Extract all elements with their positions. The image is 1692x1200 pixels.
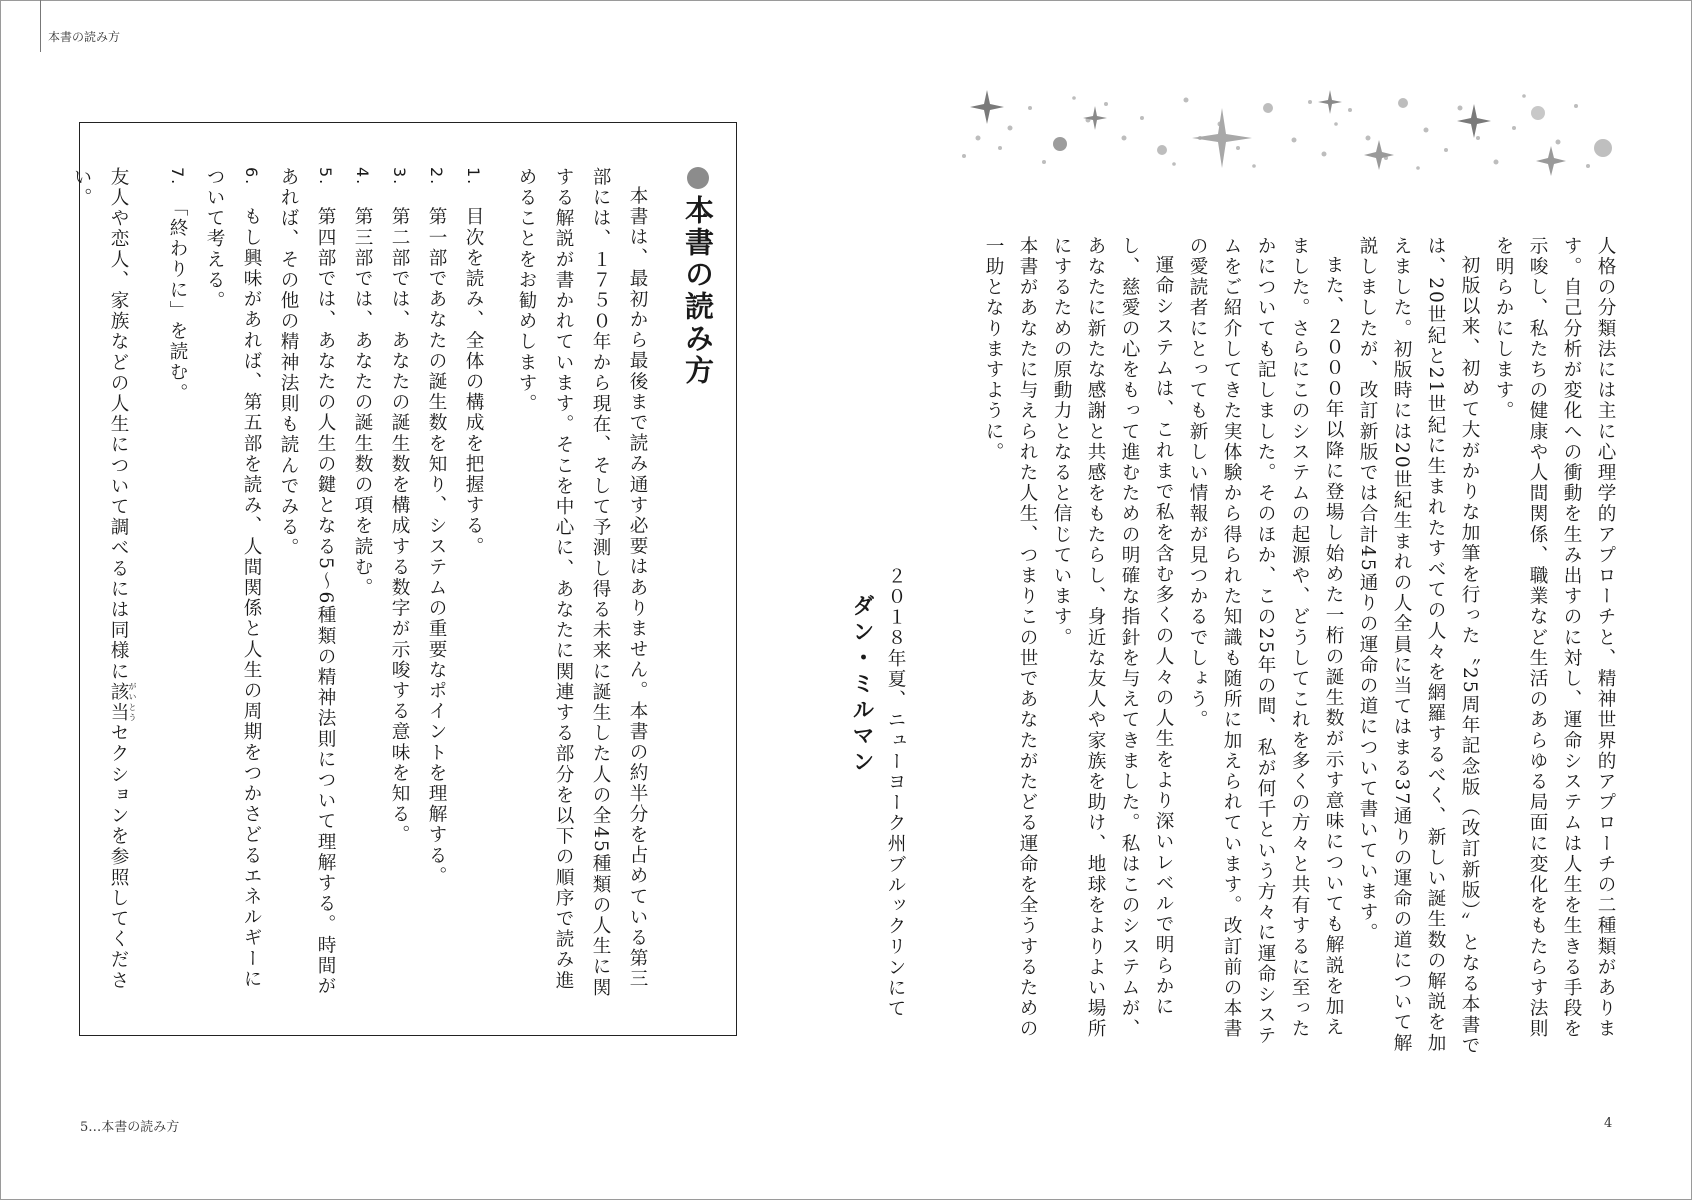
list-item [418,167,455,1007]
list-item-number: 4. [353,167,372,187]
list-item [455,167,492,1007]
list-item-number: 3. [390,167,409,187]
list-item-number: 2. [427,167,446,187]
running-head-rule [40,0,41,52]
box-title-text: 本書の読み方 [681,195,715,387]
sparkle-decoration [948,78,1618,178]
list-item-text: 第四部では、あなたの人生の鍵となる5～6種類の精神法則について理解する。時間があれば、その他の精神法則も読んでみる。 [278,167,336,997]
preface-paragraph: また、２０００年以降に登場し始めた一桁の誕生数が示す意味についても解説を加えました。さらにこのシステムの起源や、どうしてこれを多くの方々と共有するに至ったかについても記しました。そのほか、この25年の間、私が何千という方々に運命システムをご紹介してきた実体験から得られた知識も随所に加えられています。改訂前の本書の愛読者にとっても新しい情報が見つかるでしょう。 [1187,236,1344,1047]
preface-paragraph: 運命システムは、これまで私を含む多くの人々の人生をより深いレベルで明らかにし、慈愛の心をもって進むための明確な指針を与えてきました。私はこのシステムが、あなたに新たな感謝と共感をもたらし、身近な友人や家族を助け、地球をよりよい場所にするための原動力となると信じています。 [1051,236,1174,1040]
preface-text [844,236,1622,1056]
list-item-text: もし興味があれば、第五部を読み、人間関係と人生の周期をつかさどるエネルギーについて考える。 [204,167,262,990]
closing-ruby [108,682,137,724]
closing-ruby-reading: がいとう [128,682,137,724]
list-item-text: 第一部であなたの誕生数を知り、システムの重要なポイントを理解する。 [426,206,447,887]
list-item-text: 目次を読み、全体の構成を把握する。 [463,206,484,558]
preface-paragraph: 初版以来、初めて大がかりな加筆を行った〝25周年記念版（改訂新版）〟となる本書では、20世紀と21世紀に生まれたすべての人々を網羅するべく、新しい誕生数の解説を加えました。初版時には20世紀生まれの人全員に当てはまる37通りの運命の道について解説しましたが、改訂新版では合計45通りの運命の道について書いています。 [1357,236,1480,1056]
closing-ruby-base: 該当 [108,682,129,724]
box-title [678,167,718,1007]
list-item-number: 5. [316,167,335,187]
closing-text-after: セクションを参照してください。 [71,167,129,992]
list-item [196,167,270,1007]
signature-date: ２０１８年夏、ニューヨーク州ブルックリンにて [885,566,906,1020]
how-to-read-content [63,167,718,1007]
page-number: 4 [1604,1116,1613,1131]
running-head: 本書の読み方 [48,30,121,44]
list-item-text: 第二部では、あなたの誕生数を構成する数字が示唆する意味を知る。 [389,206,410,846]
footer-left-folio: 5…本書の読み方 [80,1120,180,1135]
list-item [344,167,381,1007]
list-item-number: 1. [464,167,483,187]
list-item [159,167,196,1007]
list-item [381,167,418,1007]
how-to-read-box [71,122,737,1036]
preface-paragraph: 本書があなたに与えられた人生、つまりこの世であなたがたどる運命を全うするための一助となりますように。 [983,236,1038,1040]
closing-text-before: 友人や恋人、家族などの人生について調べるには同様に [108,167,129,682]
box-intro: 本書は、最初から最後まで読み通す必要はありません。本書の約半分を占めている第三部には、１７５０年から現在、そして予測し得る未来に誕生した人の全45種類の人生に関する解説が書かれています。そこを中心に、あなたに関連する部分を以下の順序で読み進めることをお勧めします。 [516,167,648,999]
box-closing [63,167,137,1007]
list-item-text: 「終わりに」を読む。 [167,206,188,404]
title-bullet-icon [687,167,709,189]
list-item-text: 第三部では、あなたの誕生数の項を読む。 [352,206,373,599]
list-item-number: 7. [168,167,187,187]
list-item [270,167,344,1007]
preface-paragraph: 人格の分類法には主に心理学的アプローチと、精神世界的アプローチの二種類があります。自己分析が変化への衝動を生み出すのに対し、運命システムは人生を生きる手段を示唆し、私たちの健康や人間関係、職業など生活のあらゆる局面に変化をもたらす法則を明らかにします。 [1493,236,1616,1040]
list-item-number: 6. [242,167,261,187]
signature-name: ダン・ミルマン [849,594,874,776]
